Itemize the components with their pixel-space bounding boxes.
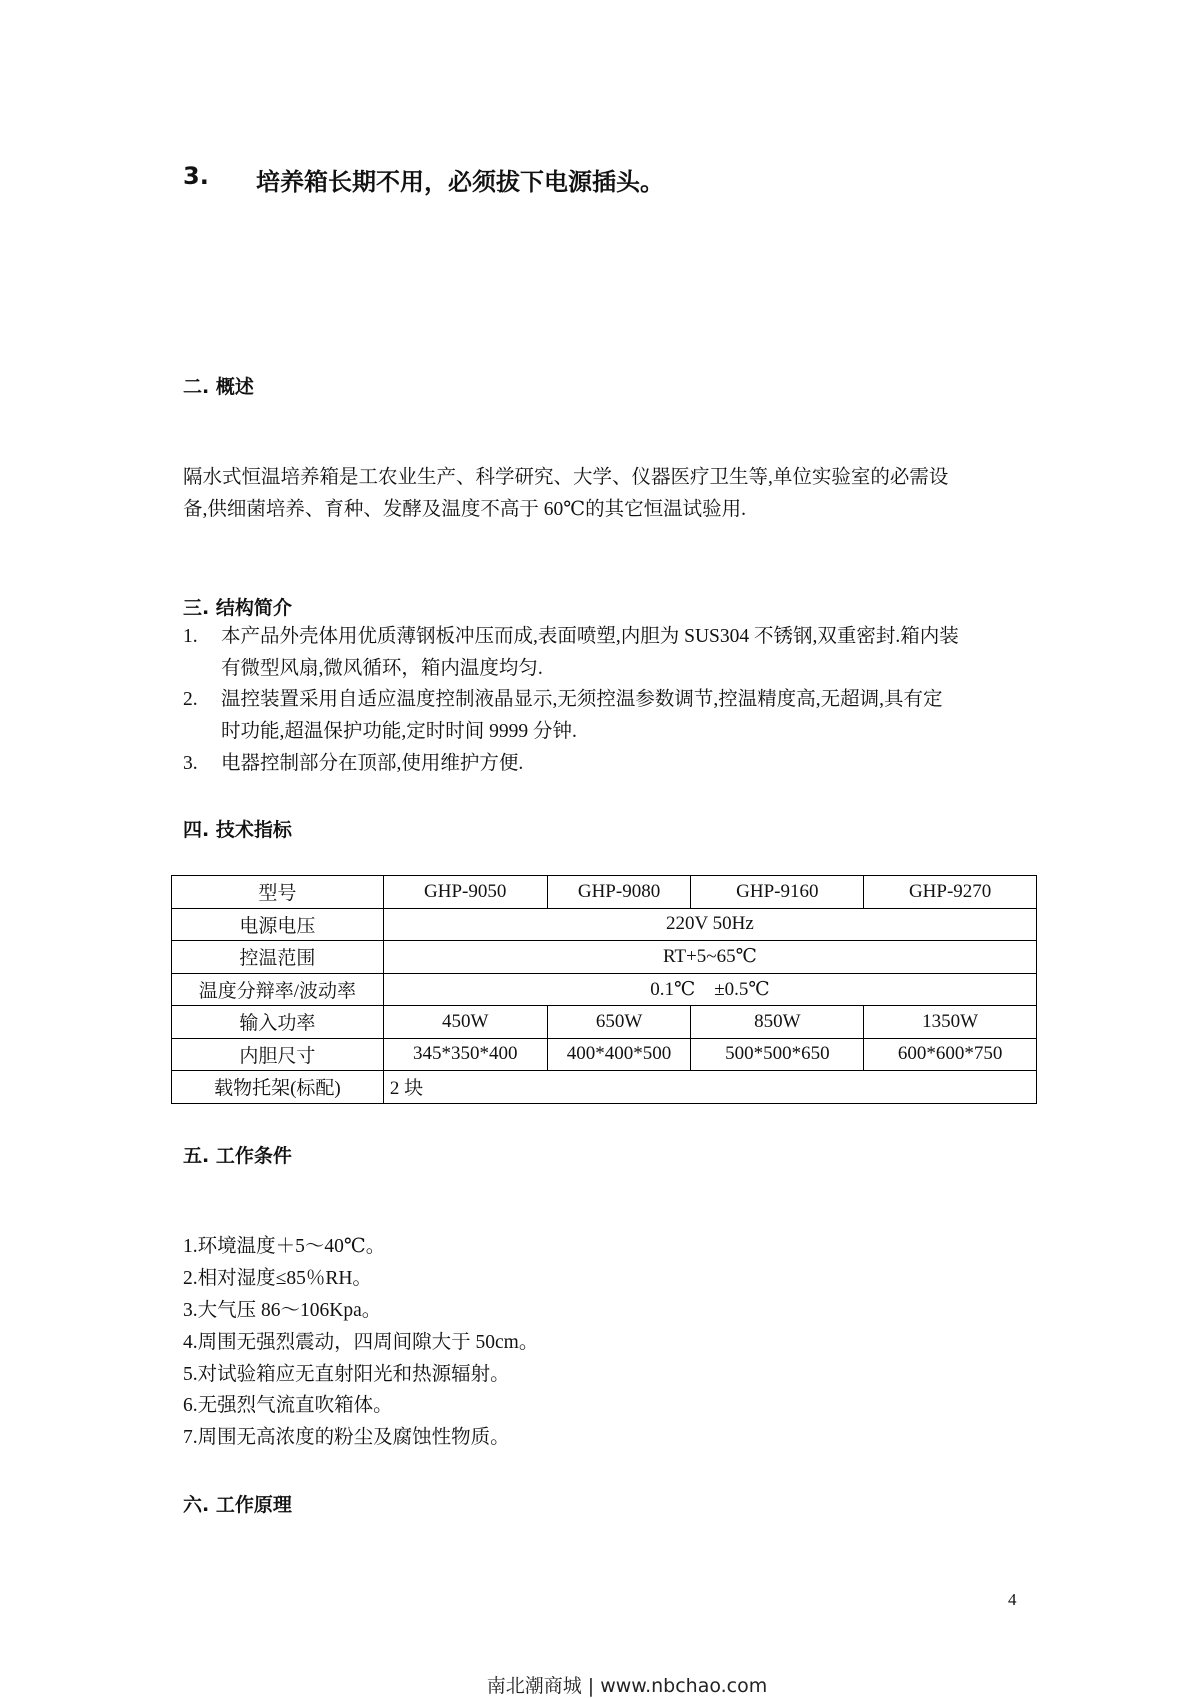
cell: 载物托架(标配)	[172, 1071, 384, 1104]
list-number: 3.	[183, 753, 198, 774]
overview-line: 备,供细菌培养、育种、发酵及温度不高于 60℃的其它恒温试验用.	[183, 499, 746, 520]
table-row	[172, 908, 1037, 941]
cell: 内胆尺寸	[172, 1038, 384, 1071]
cell: 450W	[383, 1006, 547, 1039]
cell: 温度分辩率/波动率	[172, 973, 384, 1006]
specs-heading: 四. 技术指标	[183, 819, 292, 841]
page-number: 4	[1008, 1590, 1017, 1609]
list-item: 温控装置采用自适应温度控制液晶显示,无须控温参数调节,控温精度高,无超调,具有定	[221, 689, 943, 710]
condition-item: 7.周围无高浓度的粉尘及腐蚀性物质。	[183, 1427, 510, 1448]
overview-line: 隔水式恒温培养箱是工农业生产、科学研究、大学、仪器医疗卫生等,单位实验室的必需设	[183, 467, 949, 488]
overview-heading: 二. 概述	[183, 376, 254, 398]
cell: 345*350*400	[383, 1038, 547, 1071]
cell: GHP-9160	[691, 876, 864, 909]
cell: 输入功率	[172, 1006, 384, 1039]
list-item: 电器控制部分在顶部,使用维护方便.	[221, 753, 524, 774]
table-row	[172, 1038, 1037, 1071]
conditions-heading: 五. 工作条件	[183, 1145, 292, 1167]
footer-watermark: 南北潮商城 | www.nbchao.com	[486, 1675, 768, 1697]
cell: 控温范围	[172, 941, 384, 974]
cell: 220V 50Hz	[383, 908, 1036, 941]
table-row	[172, 1006, 1037, 1039]
list-item: 时功能,超温保护功能,定时时间 9999 分钟.	[221, 721, 577, 742]
condition-item: 3.大气压 86～106Kpa。	[183, 1300, 382, 1321]
notice-number: 3.	[183, 162, 209, 190]
table-row	[172, 941, 1037, 974]
specs-table	[171, 875, 1037, 1104]
list-item: 有微型风扇,微风循环，箱内温度均匀.	[221, 658, 543, 679]
table-row	[172, 1071, 1037, 1104]
cell: 2 块	[383, 1071, 1036, 1104]
structure-heading: 三. 结构简介	[183, 597, 292, 619]
condition-item: 1.环境温度＋5～40℃。	[183, 1236, 386, 1257]
list-number: 1.	[183, 626, 198, 647]
table-row	[172, 876, 1037, 909]
cell: 650W	[547, 1006, 691, 1039]
cell: RT+5~65℃	[383, 941, 1036, 974]
cell: 850W	[691, 1006, 864, 1039]
cell: GHP-9080	[547, 876, 691, 909]
cell: 400*400*500	[547, 1038, 691, 1071]
principle-heading: 六. 工作原理	[183, 1494, 292, 1516]
list-item: 本产品外壳体用优质薄钢板冲压而成,表面喷塑,内胆为 SUS304 不锈钢,双重密封.箱内装	[221, 626, 959, 647]
condition-item: 4.周围无强烈震动，四周间隙大于 50cm。	[183, 1332, 539, 1353]
cell: 0.1℃ ±0.5℃	[383, 973, 1036, 1006]
list-number: 2.	[183, 689, 198, 710]
cell: 型号	[172, 876, 384, 909]
condition-item: 5.对试验箱应无直射阳光和热源辐射。	[183, 1364, 510, 1385]
table-row	[172, 973, 1037, 1006]
cell: GHP-9050	[383, 876, 547, 909]
cell: 1350W	[864, 1006, 1037, 1039]
condition-item: 6.无强烈气流直吹箱体。	[183, 1395, 393, 1416]
cell: 500*500*650	[691, 1038, 864, 1071]
condition-item: 2.相对湿度≤85％RH。	[183, 1268, 372, 1289]
cell: 600*600*750	[864, 1038, 1037, 1071]
notice-text: 培养箱长期不用，必须拔下电源插头。	[256, 168, 664, 196]
cell: 电源电压	[172, 908, 384, 941]
cell: GHP-9270	[864, 876, 1037, 909]
